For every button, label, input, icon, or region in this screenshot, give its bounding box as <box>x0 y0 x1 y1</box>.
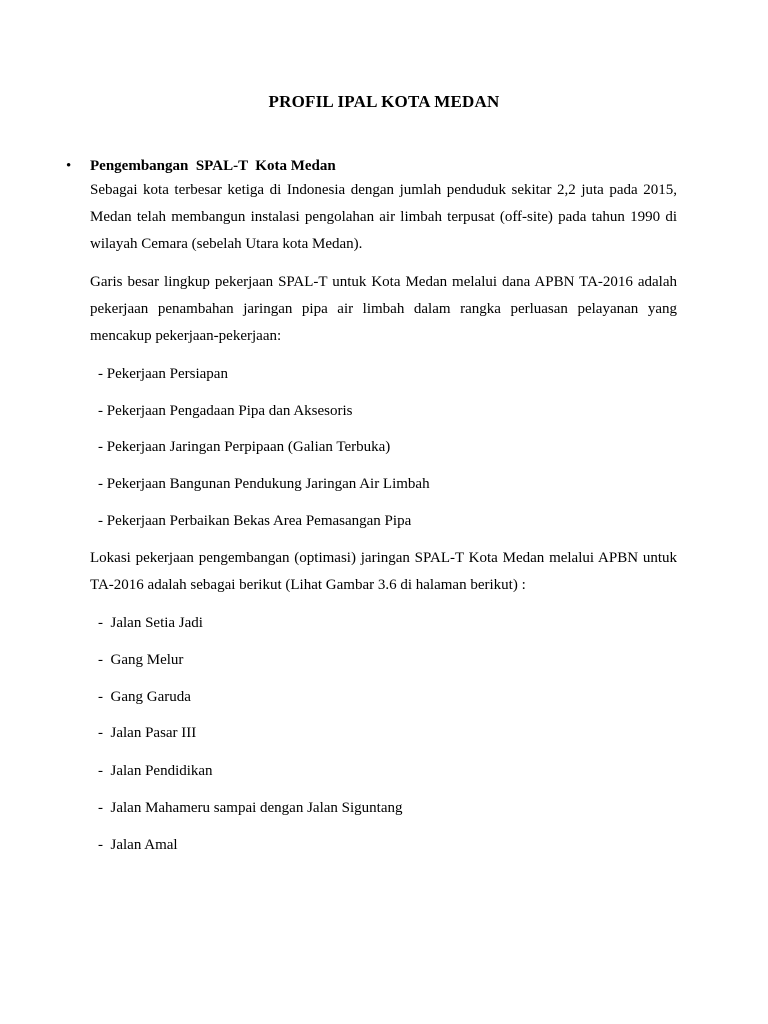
location-item: - Jalan Pendidikan <box>98 763 213 779</box>
work-item: - Pekerjaan Pengadaan Pipa dan Aksesoris <box>98 403 353 419</box>
paragraph-locations: Lokasi pekerjaan pengembangan (optimasi) jaringan SPAL-T Kota Medan melalui APBN untuk TA-2016 adalah sebagai berikut (Lihat Gambar 3.6 di halaman berikut) : <box>90 550 677 593</box>
work-item: - Pekerjaan Jaringan Perpipaan (Galian Terbuka) <box>98 439 391 455</box>
paragraph-intro: Sebagai kota terbesar ketiga di Indonesia dengan jumlah penduduk sekitar 2,2 juta pada 2015, Medan telah membangun instalasi pengolahan air limbah terpusat (off-site) pada tahun 1990 di wilayah Cemara (sebelah Utara kota Medan). <box>90 182 677 252</box>
location-item: - Jalan Setia Jadi <box>98 615 203 631</box>
page-title: PROFIL IPAL KOTA MEDAN <box>268 92 500 111</box>
work-item: - Pekerjaan Persiapan <box>98 366 228 382</box>
location-item: - Jalan Pasar III <box>98 725 197 741</box>
location-item: - Jalan Mahameru sampai dengan Jalan Siguntang <box>98 800 403 816</box>
location-item: - Gang Melur <box>98 652 184 668</box>
work-item: - Pekerjaan Bangunan Pendukung Jaringan Air Limbah <box>98 476 430 492</box>
section-heading: Pengembangan SPAL-T Kota Medan <box>90 158 336 174</box>
location-item: - Jalan Amal <box>98 837 178 853</box>
work-item: - Pekerjaan Perbaikan Bekas Area Pemasangan Pipa <box>98 513 412 529</box>
bullet-icon: • <box>66 158 72 174</box>
paragraph-scope: Garis besar lingkup pekerjaan SPAL-T untuk Kota Medan melalui dana APBN TA-2016 adalah pekerjaan penambahan jaringan pipa air limbah dalam rangka perluasan pelayanan yang mencakup pekerjaan-pekerjaan: <box>90 274 677 344</box>
location-item: - Gang Garuda <box>98 689 191 705</box>
